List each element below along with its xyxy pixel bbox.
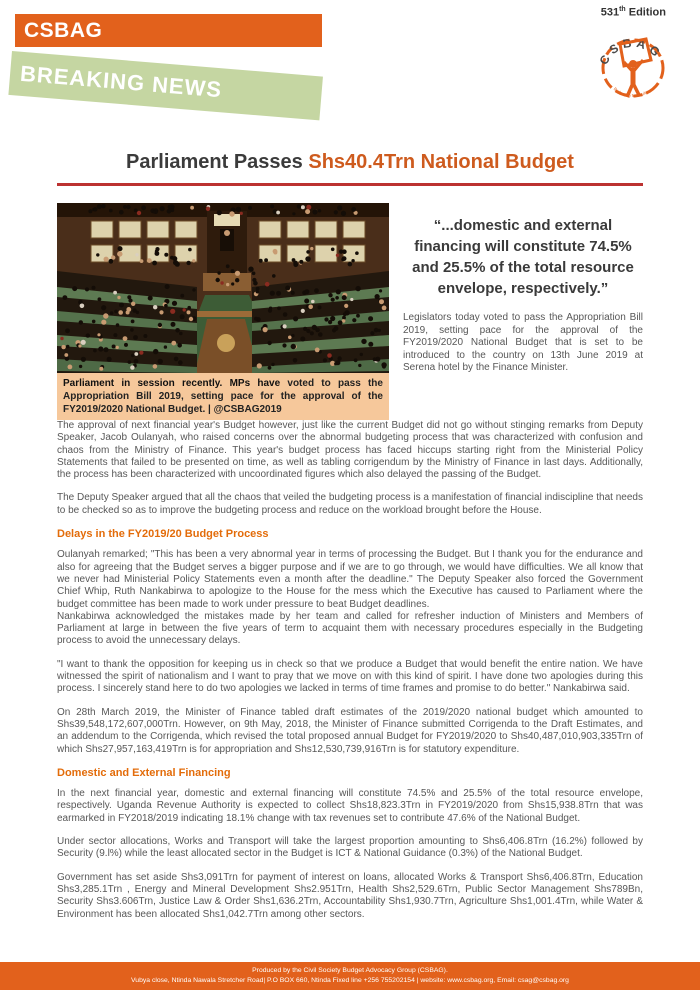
section-heading-financing: Domestic and External Financing	[57, 766, 231, 779]
edition-label: 531th Edition	[600, 6, 666, 19]
title-prefix: Parliament Passes	[126, 151, 309, 173]
columns	[57, 203, 643, 420]
caption-rest: voted to pass the Appropriation Bill 2019, setting pace for the approval of the FY2019/2020 National Budget. | @CSBAG2019	[63, 378, 383, 415]
section-paragraph: On 28th March 2019, the Minister of Finance tabled draft estimates of the 2019/2020 national budget which amounted to Shs39,548,172,607,000Trn. However, on 9th May, 2018, the Minister of Finance submitted Corrigenda to the Draft Estimates, and an addendum to the Corrigenda, which revised the total proposed annual Budget for FY2019/2020 to Shs40,487,010,903,335Trn of which Shs27,957,163,419Trn is for appropriation and Shs12,530,739,916Trn is for statutory expenditure.	[57, 706, 643, 755]
footer-line2: Vubya close, Ntinda Nawala Stretcher Road| P.O BOX 660, Ntinda Fixed line +256 755202154 | website: www.csbag.org, Email: csag@csbag.org	[131, 976, 569, 984]
edition-suffix: th	[619, 6, 626, 13]
photo-speaker-canopy	[207, 211, 247, 273]
title-highlight: Shs40.4Trn National Budget	[308, 151, 574, 173]
breaking-news-label: BREAKING NEWS	[19, 60, 224, 103]
lead-paragraph: Legislators today voted to pass the Appropriation Bill 2019, setting pace for the approval of the FY2019/2020 National Budget that is set to be introduced to the country on 13th June 2019 at Serena hotel by the Finance Minister.	[403, 312, 643, 374]
section-paragraph: Nankabirwa acknowledged the mistakes made by her team and called for refresher induction of Ministers and Members of Parliament at large in between the five years of term to acquaint them with necessary procedures especially in the Budgeting process to avoid the unnecessary delays.	[57, 610, 643, 647]
photo-caption	[57, 373, 389, 420]
csbag-logo-svg	[594, 26, 672, 112]
footer-line1: Produced by the Civil Society Budget Advocacy Group (CSBAG).	[252, 967, 448, 974]
page-title	[0, 151, 700, 174]
footer-bar	[0, 962, 700, 990]
section-heading-delays: Delays in the FY2019/20 Budget Process	[57, 528, 269, 541]
breaking-news-banner	[8, 51, 323, 120]
parliament-photo	[57, 203, 389, 373]
title-rule	[57, 183, 643, 186]
brand-label: CSBAG	[24, 18, 103, 42]
intro-paragraph: The approval of next financial year's Budget however, just like the current Budget did not go without stinging remarks from Deputy Speaker, Jacob Oulanyah, who raised concerns over the abnormal budgeting process that was characterized with confusion and chaos from the Ministry of Finance. This year's budget process has faced hiccups starting right from the Ministerial Policy Statements that failed to be presented on time, as well as tabling corrigendum by the Ministry of Finance in last days. Additionally, the process has been characterized with uncoordinated figures which also delayed the passing of the Budget.	[57, 420, 643, 481]
logo-wordmark: CSBAG	[596, 35, 666, 68]
csbag-logo-icon	[594, 26, 672, 112]
section-paragraph: Government has set aside Shs3,091Trn for payment of interest on loans, allocated Works & Transport Shs6,406.8Trn, Education Shs3,285.1Trn , Energy and Mineral Development Shs2.951Trn, Health Shs2,529.6Trn, Public Sector Management Shs789Bn, Security Shs3.606Trn, Justice Law & Order Shs1,636.2Trn, Accountability Shs1,930.7Trn, Agriculture Shs1,001.4Trn, while Water & Environment has been allocated Shs1,042.7Trn among other sectors.	[57, 871, 643, 920]
photo-block	[57, 203, 389, 420]
brand-box	[15, 14, 322, 47]
section-paragraph: Under sector allocations, Works and Transport will take the largest proportion amounting to Shs6,406.8Trn (16.2%) followed by Security (9.l%) while the least allocated sector in the Budget is ICT & National Guidance (0.3%) of the National Budget.	[57, 836, 643, 860]
section-paragraph: Oulanyah remarked; "This has been a very abnormal year in terms of processing the Budget. But I thank you for the endurance and also for agreeing that the Budget serves a bigger purpose and if we are to go through, we would have difficulties. We all know that we never had Ministerial Policy Statements even a month after the deadline." The Deputy Speaker also forced the Government Chief Whip, Ruth Nankabirwa to apologize to the House for the mess which the Executive has caused to Parliament where the budget committee has been made to work under pressure to beat Budget deadlines.	[57, 549, 643, 610]
section-paragraph: "I want to thank the opposition for keeping us in check so that we produce a Budget that would benefit the entire nation. We have witnessed the spirit of nationalism and I want to pray that we move on with this kind of spirit. I have done two apologies during this process. I sincerely stand here to do two apologies we lacked in terms of time frames and promise to do better." Nankabirwa said.	[57, 658, 643, 695]
photo-benches-right	[252, 271, 389, 373]
article-body	[57, 420, 643, 932]
intro-paragraph: The Deputy Speaker argued that all the chaos that veiled the budgeting process is a manifestation of financial indiscipline that needs to be checked so as to improve the budgeting process and reduce on the workload brought before the House.	[57, 492, 643, 516]
right-column	[389, 203, 643, 420]
caption-lead: Parliament in session recently. MPs have	[63, 378, 288, 389]
pull-quote: “...domestic and external financing will constitute 74.5% and 25.5% of the total resource envelope, respectively.”	[412, 217, 634, 297]
section-paragraph: In the next financial year, domestic and external financing will constitute 74.5% and 25.5% of the total resource envelope, respectively. Uganda Revenue Authority is expected to collect Shs18,823.3Trn in FY2019/2020 from Shs15,938.8Trn that was earmarked in FY2018/2019 indicating 18.1% change with tax revenues set to contribute 47.6% of the National Budget.	[57, 788, 643, 824]
logo-tagline: Budgeting for equity	[612, 86, 649, 99]
